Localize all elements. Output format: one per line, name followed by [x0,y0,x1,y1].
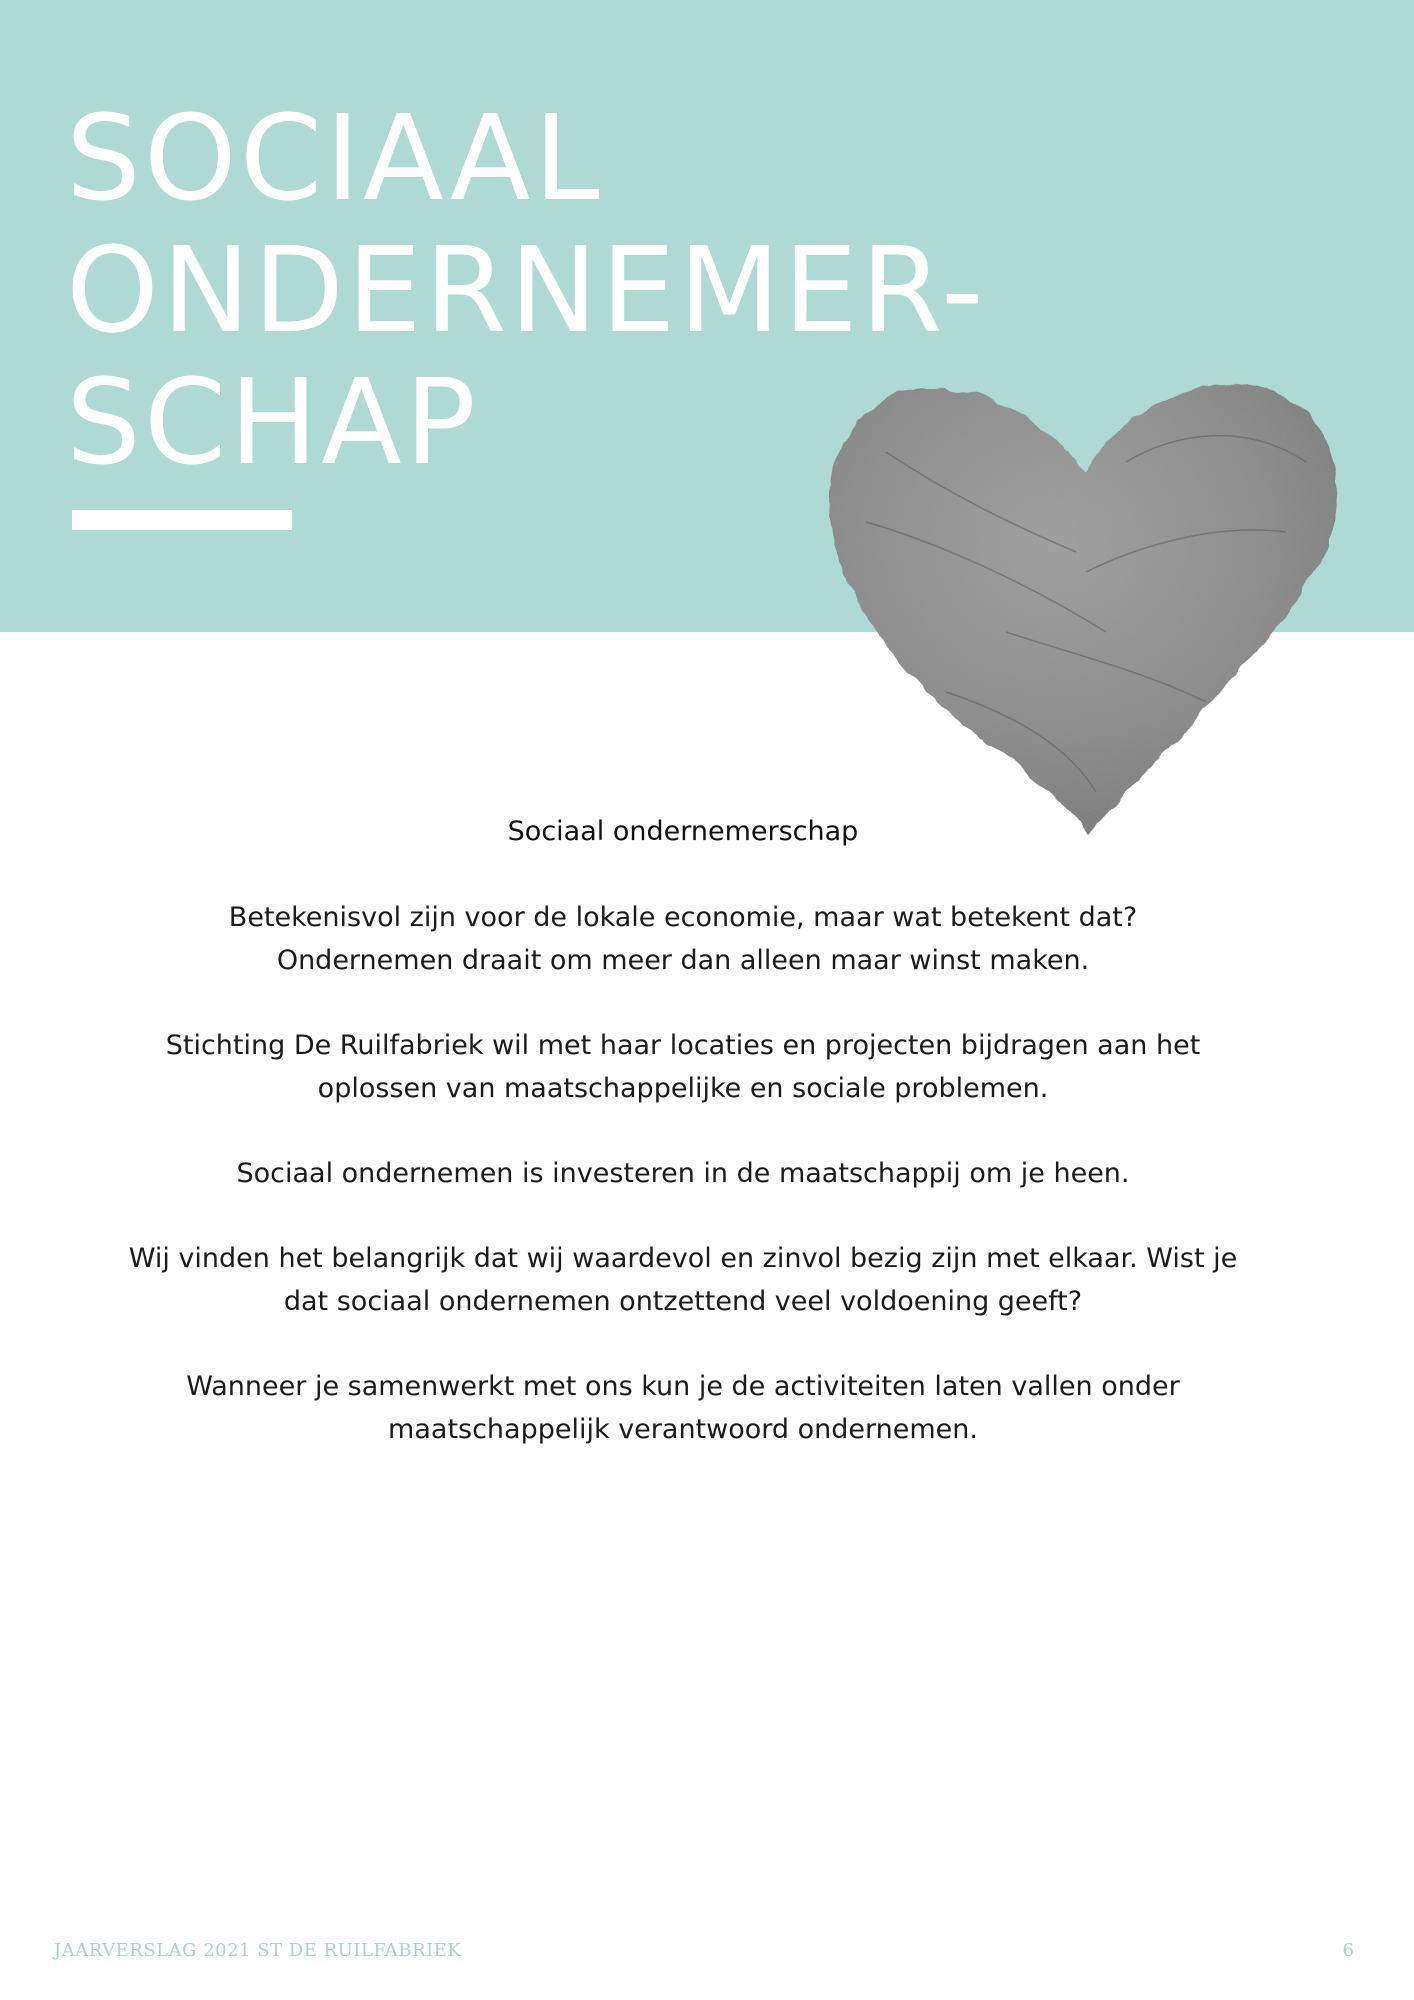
paragraph-line: oplossen van maatschappelijke en sociale problemen. [317,1073,1049,1104]
paragraph-line: Wanneer je samenwerkt met ons kun je de activiteiten laten vallen onder [186,1371,1180,1402]
paragraph-line: Stichting De Ruilfabriek wil met haar locaties en projecten bijdragen aan het [165,1030,1201,1061]
paragraph-3 [40,1152,1326,1195]
paragraph-line: Wij vinden het belangrijk dat wij waardevol en zinvol bezig zijn met elkaar. Wist je [128,1243,1238,1274]
paragraph-line: Ondernemen draait om meer dan alleen maar winst maken. [276,945,1090,976]
title-underline [72,510,292,530]
paragraph-line: Betekenisvol zijn voor de lokale economie, maar wat betekent dat? [228,902,1138,933]
paragraph-4 [40,1237,1326,1323]
page-number: 6 [1342,1940,1354,1961]
section-subheading: Sociaal ondernemerschap [507,816,859,847]
paragraph-5 [40,1365,1326,1451]
title-line-2: ONDERNEMER- [66,221,987,359]
title-line-3: SCHAP [66,353,479,491]
paragraph-line: maatschappelijk verantwoord ondernemen. [388,1414,978,1445]
paragraph-line: Sociaal ondernemen is investeren in de maatschappij om je heen. [236,1158,1130,1189]
paragraph-2 [40,1024,1326,1110]
paragraph-1 [40,896,1326,982]
title-line-1: SOCIAAL [66,89,603,227]
heart-icon [826,372,1340,842]
paragraph-line: dat sociaal ondernemen ontzettend veel voldoening geeft? [283,1286,1083,1317]
footer-report-title: JAARVERSLAG 2021 ST DE RUILFABRIEK [54,1940,462,1961]
body-text [40,808,1326,1493]
